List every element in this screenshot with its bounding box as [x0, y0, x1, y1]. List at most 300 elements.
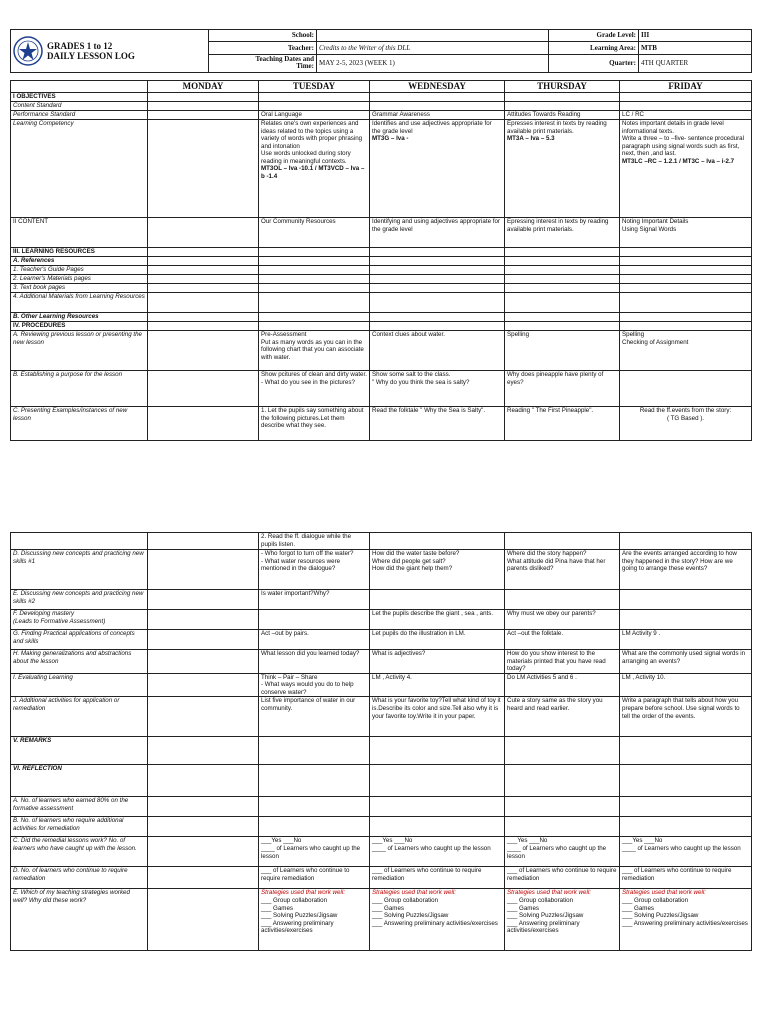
cell-friday — [620, 797, 752, 817]
lesson-row — [11, 284, 752, 293]
cell-line: Read the folktale " Why the Sea is Salty". — [372, 407, 486, 414]
row-label: B. Other Learning Resources — [11, 313, 148, 322]
cell-wednesday — [370, 697, 505, 737]
cell-wednesday — [370, 248, 505, 257]
row-label: V. REMARKS — [11, 737, 148, 765]
logo-title-cell — [11, 30, 209, 73]
cell-line: Checking of Assignment — [622, 338, 689, 346]
cell-thursday — [505, 371, 620, 407]
cell-wednesday — [370, 93, 505, 102]
cell-line: 1. Let the pupils say something about the following pictures.Let them describe what they see. — [261, 407, 364, 430]
deped-seal-icon — [13, 36, 43, 66]
cell-thursday — [505, 218, 620, 248]
cell-tuesday — [259, 837, 370, 867]
strategy-item: ___ Group collaboration — [261, 896, 328, 904]
cell-wednesday — [370, 266, 505, 275]
lesson-row — [11, 867, 752, 889]
quarter-value: 4TH QUARTER — [639, 54, 752, 72]
cell-thursday — [505, 650, 620, 674]
cell-monday — [148, 93, 259, 102]
cell-line: Use words unlocked during story reading in meaningful contexts. — [261, 150, 351, 165]
cell-tuesday — [259, 407, 370, 441]
row-label: Content Standard — [11, 102, 148, 111]
teaching-dates-value: MAY 2-5, 2023 (WEEK 1) — [317, 54, 549, 72]
cell-wednesday — [370, 102, 505, 111]
cell-monday — [148, 257, 259, 266]
cell-friday — [620, 867, 752, 889]
lesson-row — [11, 765, 752, 797]
cell-line: Are the events arranged according to how they happened in the story? How are we going to arrange these events? — [622, 550, 737, 573]
cell-monday — [148, 765, 259, 797]
cell-tuesday — [259, 889, 370, 951]
cell-wednesday — [370, 590, 505, 610]
cell-line: Write a paragraph that tells about how you prepare before school. Use signal words to tell the order of the events. — [622, 697, 740, 720]
cell-tuesday — [259, 867, 370, 889]
day-header-wednesday: WEDNESDAY — [370, 81, 505, 93]
cell-line: ____ of Learners who caught up the lesson — [622, 844, 741, 852]
lesson-row — [11, 257, 752, 266]
row-label: J. Additional activities for application or remediation — [11, 697, 148, 737]
strategy-item: ___ Games — [622, 904, 654, 912]
cell-line: Spelling — [622, 331, 645, 338]
cell-friday — [620, 331, 752, 371]
cell-monday — [148, 610, 259, 630]
cell-friday — [620, 673, 752, 697]
cell-line: What lesson did you learned today? — [261, 650, 360, 657]
cell-line: Noting Important Details — [622, 218, 689, 225]
row-label: I. Evaluating Learning — [11, 673, 148, 697]
lesson-row — [11, 102, 752, 111]
row-label: I OBJECTIVES — [11, 93, 148, 102]
cell-thursday — [505, 322, 620, 331]
cell-line: Epressing interest in texts by reading available print materials. — [507, 218, 609, 233]
cell-thursday — [505, 817, 620, 837]
cell-thursday — [505, 673, 620, 697]
strategies-heading: Strategies used that work well: — [507, 889, 591, 897]
strategy-item: ___ Answering preliminary activities/exercises — [622, 919, 748, 927]
cell-line: Identifies and use adjectives appropriate for the grade level — [372, 120, 492, 135]
cell-line: Epresses interest in texts by reading available print materials. — [507, 120, 607, 135]
cell-wednesday — [370, 331, 505, 371]
cell-tuesday — [259, 111, 370, 120]
row-label: II CONTENT — [11, 218, 148, 248]
strategy-item: ___ Games — [372, 904, 404, 912]
cell-wednesday — [370, 817, 505, 837]
cell-thursday — [505, 111, 620, 120]
cell-wednesday — [370, 837, 505, 867]
lesson-row — [11, 313, 752, 322]
cell-line: - What ways would you do to help conserve water? — [261, 681, 354, 696]
cell-line: Reading " The First Pineapple". — [507, 407, 594, 414]
cell-friday — [620, 218, 752, 248]
cell-line: What is your favorite toy?Tell what kind of toy it is.Describe its color and size.Tell also why it is your favorite toy.Write it in your paper. — [372, 697, 501, 720]
cell-line: Where did people get salt? — [372, 557, 446, 565]
cell-line: - Who forgot to turn off the water? — [261, 550, 354, 557]
cell-tuesday — [259, 275, 370, 284]
cell-friday — [620, 322, 752, 331]
cell-friday — [620, 275, 752, 284]
teacher-value: Credits to the Writer of this DLL — [317, 42, 549, 54]
cell-wednesday — [370, 889, 505, 951]
row-label: VI. REFLECTION — [11, 765, 148, 797]
row-label: 2. Learner's Materials pages — [11, 275, 148, 284]
cell-tuesday — [259, 550, 370, 590]
cell-line: ___ of Learners who continue to require remediation — [622, 867, 732, 882]
cell-friday — [620, 102, 752, 111]
lesson-row — [11, 120, 752, 218]
row-label: E. Which of my teaching strategies worked well? Why did these work? — [11, 889, 148, 951]
cell-wednesday — [370, 533, 505, 550]
cell-wednesday — [370, 293, 505, 313]
cell-monday — [148, 737, 259, 765]
cell-friday — [620, 257, 752, 266]
lesson-row — [11, 293, 752, 313]
cell-thursday — [505, 765, 620, 797]
cell-monday — [148, 889, 259, 951]
cell-wednesday — [370, 284, 505, 293]
cell-thursday — [505, 630, 620, 650]
cell-friday — [620, 889, 752, 951]
row-label: A. References — [11, 257, 148, 266]
cell-line: ___Yes ___No — [622, 837, 663, 845]
lesson-row — [11, 533, 752, 550]
cell-monday — [148, 673, 259, 697]
cell-friday — [620, 765, 752, 797]
cell-line: ____ of Learners who caught up the lesson — [507, 844, 607, 860]
title-line-2: DAILY LESSON LOG — [47, 51, 135, 61]
cell-thursday — [505, 889, 620, 951]
cell-monday — [148, 533, 259, 550]
cell-thursday — [505, 331, 620, 371]
strategy-item: ___ Group collaboration — [372, 896, 439, 904]
cell-tuesday — [259, 371, 370, 407]
cell-tuesday — [259, 737, 370, 765]
cell-line: What is adjectives? — [372, 650, 426, 657]
cell-friday — [620, 817, 752, 837]
cell-monday — [148, 284, 259, 293]
cell-tuesday — [259, 650, 370, 674]
cell-monday — [148, 322, 259, 331]
day-header-friday: FRIDAY — [620, 81, 752, 93]
cell-wednesday — [370, 550, 505, 590]
school-label: School: — [209, 30, 317, 42]
day-header-row — [11, 81, 752, 93]
learning-area-value: MTB — [639, 42, 752, 54]
row-label: C. Did the remedial lessons work? No. of learners who have caught up with the lesson. — [11, 837, 148, 867]
cell-tuesday — [259, 630, 370, 650]
cell-wednesday — [370, 797, 505, 817]
cell-line: LM , Activity 4. — [372, 673, 412, 681]
dates-label-line1: Teaching Dates and — [255, 54, 314, 63]
cell-friday — [620, 248, 752, 257]
row-label: D. Discussing new concepts and practicing new skills #1 — [11, 550, 148, 590]
lesson-row — [11, 371, 752, 407]
cell-wednesday — [370, 218, 505, 248]
title-line-1: GRADES 1 to 12 — [47, 40, 113, 51]
strategy-item: ___ Group collaboration — [622, 896, 689, 904]
strategies-heading: Strategies used that work well: — [372, 889, 456, 897]
lesson-row — [11, 630, 752, 650]
cell-thursday — [505, 867, 620, 889]
cell-wednesday — [370, 765, 505, 797]
cell-monday — [148, 550, 259, 590]
row-label: Learning Competency — [11, 120, 148, 218]
cell-wednesday — [370, 673, 505, 697]
cell-line: What are the commonly used signal words in arranging an events? — [622, 650, 746, 665]
cell-wednesday — [370, 407, 505, 441]
cell-monday — [148, 313, 259, 322]
lesson-row — [11, 275, 752, 284]
strategy-item: ___ Answering preliminary activities/exercises — [372, 919, 498, 927]
cell-monday — [148, 797, 259, 817]
cell-friday — [620, 697, 752, 737]
cell-wednesday — [370, 610, 505, 630]
cell-line: ____ of Learners who caught up the lesson — [261, 844, 361, 860]
teacher-label: Teacher: — [209, 42, 317, 54]
cell-thursday — [505, 102, 620, 111]
cell-line: Act –out the folktale. — [507, 630, 564, 637]
cell-wednesday — [370, 867, 505, 889]
cell-thursday — [505, 120, 620, 218]
grade-level-label: Grade Level: — [549, 30, 639, 42]
lesson-row — [11, 889, 752, 951]
cell-line: MT3OL – Iva -10.1 / MT3VCD – Iva –b -1.4 — [261, 165, 365, 180]
cell-line: ___ of Learners who continue to require remediation — [372, 867, 482, 882]
cell-wednesday — [370, 313, 505, 322]
cell-monday — [148, 293, 259, 313]
cell-friday — [620, 266, 752, 275]
cell-tuesday — [259, 248, 370, 257]
cell-friday — [620, 837, 752, 867]
lesson-row — [11, 650, 752, 674]
cell-thursday — [505, 284, 620, 293]
cell-line: Show pcitures of clean and dirty water. — [261, 371, 367, 378]
dll-header — [10, 29, 752, 73]
teaching-dates-label — [209, 54, 317, 72]
cell-monday — [148, 248, 259, 257]
lesson-row — [11, 111, 752, 120]
cell-friday — [620, 407, 752, 441]
cell-thursday — [505, 797, 620, 817]
cell-line: MT3LC –RC – 1.2.1 / MT3C – Iva – i-2.7 — [622, 157, 735, 165]
strategy-item: ___ Answering preliminary activities/exercises — [507, 919, 580, 935]
cell-line: How do you show interest to the materials printed that you have read today? — [507, 650, 606, 673]
cell-line: LC / RC — [622, 111, 645, 118]
cell-line: MT3G – Iva - — [372, 135, 409, 143]
lesson-row — [11, 837, 752, 867]
row-label: C. Presenting Examples/instances of new lesson — [11, 407, 148, 441]
cell-thursday — [505, 275, 620, 284]
cell-line: Relates one's own experiences and ideas related to the topics using a variety of words with proper phrasing and intonation — [261, 120, 363, 150]
cell-friday — [620, 293, 752, 313]
cell-line: Show some salt to the class. — [372, 371, 451, 378]
cell-thursday — [505, 407, 620, 441]
cell-line: Attitudes Towards Reading — [507, 111, 581, 118]
cell-monday — [148, 371, 259, 407]
lesson-row — [11, 407, 752, 441]
cell-thursday — [505, 737, 620, 765]
day-header-tuesday: TUESDAY — [259, 81, 370, 93]
row-label: IV. PROCEDURES — [11, 322, 148, 331]
cell-line: ___ of Learners who continue to require remediation — [261, 867, 350, 882]
cell-line: Why must we obey our parents? — [507, 610, 596, 617]
cell-line: How did the water taste before? — [372, 550, 460, 557]
cell-line: Grammar Awareness — [372, 111, 430, 118]
strategy-item: ___ Games — [261, 904, 293, 912]
lesson-row — [11, 93, 752, 102]
cell-line: Why does pineapple have plenty of eyes? — [507, 371, 604, 386]
cell-line: Our Community Resources — [261, 218, 336, 225]
cell-thursday — [505, 313, 620, 322]
cell-thursday — [505, 266, 620, 275]
cell-line: Cute a story same as the story you heard and read earlier. — [507, 697, 603, 712]
cell-tuesday — [259, 93, 370, 102]
strategies-heading: Strategies used that work well: — [261, 889, 345, 897]
cell-friday — [620, 630, 752, 650]
cell-line: Pre-Assessment — [261, 331, 307, 338]
strategy-item: ___ Group collaboration — [507, 896, 574, 904]
cell-line: MT3A – Iva – 5.3 — [507, 135, 555, 143]
cell-line: Act –out by pairs. — [261, 630, 309, 637]
cell-line: Is water important?Why? — [261, 590, 330, 597]
cell-thursday — [505, 697, 620, 737]
grade-level-value: III — [639, 30, 752, 42]
cell-monday — [148, 867, 259, 889]
cell-line: ___Yes ___No — [372, 837, 413, 845]
strategy-item: ___ Solving Puzzles/Jigsaw — [507, 912, 584, 920]
cell-thursday — [505, 257, 620, 266]
cell-monday — [148, 102, 259, 111]
cell-tuesday — [259, 284, 370, 293]
lesson-row — [11, 218, 752, 248]
cell-tuesday — [259, 673, 370, 697]
strategy-item: ___ Solving Puzzles/Jigsaw — [622, 912, 699, 920]
lesson-row — [11, 673, 752, 697]
row-label: III. LEARNING RESOURCES — [11, 248, 148, 257]
lesson-row — [11, 610, 752, 630]
corner-cell — [11, 81, 148, 93]
cell-line: LM Activity 9 . — [622, 630, 661, 637]
quarter-label: Quarter: — [549, 54, 639, 72]
strategy-item: ___ Solving Puzzles/Jigsaw — [261, 912, 338, 920]
cell-tuesday — [259, 610, 370, 630]
cell-thursday — [505, 590, 620, 610]
lesson-row — [11, 697, 752, 737]
lesson-row — [11, 331, 752, 371]
cell-monday — [148, 630, 259, 650]
cell-friday — [620, 111, 752, 120]
cell-friday — [620, 550, 752, 590]
strategies-heading: Strategies used that work well: — [622, 889, 706, 897]
cell-line: What attitude did Pina have that her parents disliked? — [507, 557, 606, 573]
cell-tuesday — [259, 293, 370, 313]
row-label: 4. Additional Materials from Learning Resources — [11, 293, 148, 313]
cell-thursday — [505, 550, 620, 590]
row-label: E. Discussing new concepts and practicing new skills #2 — [11, 590, 148, 610]
lesson-row — [11, 737, 752, 765]
strategy-item: ___ Games — [507, 904, 539, 912]
cell-tuesday — [259, 797, 370, 817]
lesson-row — [11, 550, 752, 590]
cell-tuesday — [259, 765, 370, 797]
cell-line: Do LM Activities 5 and 6 . — [507, 673, 577, 681]
row-label: A. No. of learners who earned 80% on the formative assessment — [11, 797, 148, 817]
lesson-table-part2 — [10, 532, 752, 951]
row-label: H. Making generalizations and abstractions about the lesson — [11, 650, 148, 674]
cell-friday — [620, 371, 752, 407]
cell-line: " Why do you think the sea is salty? — [372, 378, 470, 386]
cell-monday — [148, 697, 259, 737]
cell-monday — [148, 817, 259, 837]
cell-thursday — [505, 293, 620, 313]
cell-monday — [148, 218, 259, 248]
cell-tuesday — [259, 322, 370, 331]
row-label — [11, 533, 148, 550]
cell-thursday — [505, 837, 620, 867]
cell-wednesday — [370, 737, 505, 765]
row-label: A. Reviewing previous lesson or presenting the new lesson — [11, 331, 148, 371]
cell-line: Using Signal Words — [622, 225, 677, 233]
cell-monday — [148, 650, 259, 674]
cell-friday — [620, 610, 752, 630]
cell-wednesday — [370, 650, 505, 674]
cell-monday — [148, 275, 259, 284]
cell-friday — [620, 120, 752, 218]
cell-line: Notes important details in grade level informational texts. — [622, 120, 724, 135]
cell-friday — [620, 590, 752, 610]
cell-line: Identifying and using adjectives appropriate for the grade level — [372, 218, 500, 233]
cell-line: Oral Language — [261, 111, 302, 118]
strategy-item: ___ Answering preliminary activities/exercises — [261, 919, 334, 935]
cell-tuesday — [259, 817, 370, 837]
cell-tuesday — [259, 331, 370, 371]
cell-wednesday — [370, 257, 505, 266]
cell-line: Think – Pair – Share — [261, 673, 318, 681]
cell-tuesday — [259, 697, 370, 737]
cell-monday — [148, 590, 259, 610]
cell-line: LM , Activity 10. — [622, 673, 666, 681]
cell-wednesday — [370, 120, 505, 218]
cell-line: ___Yes ___No — [261, 837, 302, 845]
cell-monday — [148, 120, 259, 218]
lesson-row — [11, 248, 752, 257]
lesson-row — [11, 322, 752, 331]
school-value — [317, 30, 549, 42]
cell-wednesday — [370, 322, 505, 331]
cell-thursday — [505, 610, 620, 630]
lesson-row — [11, 590, 752, 610]
lesson-row — [11, 266, 752, 275]
row-label: 1. Teacher's Guide Pages — [11, 266, 148, 275]
strategy-item: ___ Solving Puzzles/Jigsaw — [372, 912, 449, 920]
day-header-thursday: THURSDAY — [505, 81, 620, 93]
cell-monday — [148, 111, 259, 120]
lesson-row — [11, 797, 752, 817]
cell-line: 2. Read the ff. dialogue while the pupils listen. — [261, 533, 352, 548]
cell-line: List five importance of water in our community. — [261, 697, 356, 712]
cell-thursday — [505, 533, 620, 550]
row-label: G. Finding Practical applications of concepts and skills — [11, 630, 148, 650]
row-label: D. No. of learners who continue to require remediation — [11, 867, 148, 889]
cell-line: Write a three – to –five- sentence procedural paragraph using signal words such as first, next, then ,and last. — [622, 135, 744, 158]
cell-friday — [620, 533, 752, 550]
cell-wednesday — [370, 111, 505, 120]
cell-line: Let pupils do the illustration in LM. — [372, 630, 466, 637]
cell-tuesday — [259, 218, 370, 248]
cell-line: Where did the story happen? — [507, 550, 587, 557]
cell-line: ____ of Learners who caught up the lesson — [372, 844, 491, 852]
cell-monday — [148, 331, 259, 371]
